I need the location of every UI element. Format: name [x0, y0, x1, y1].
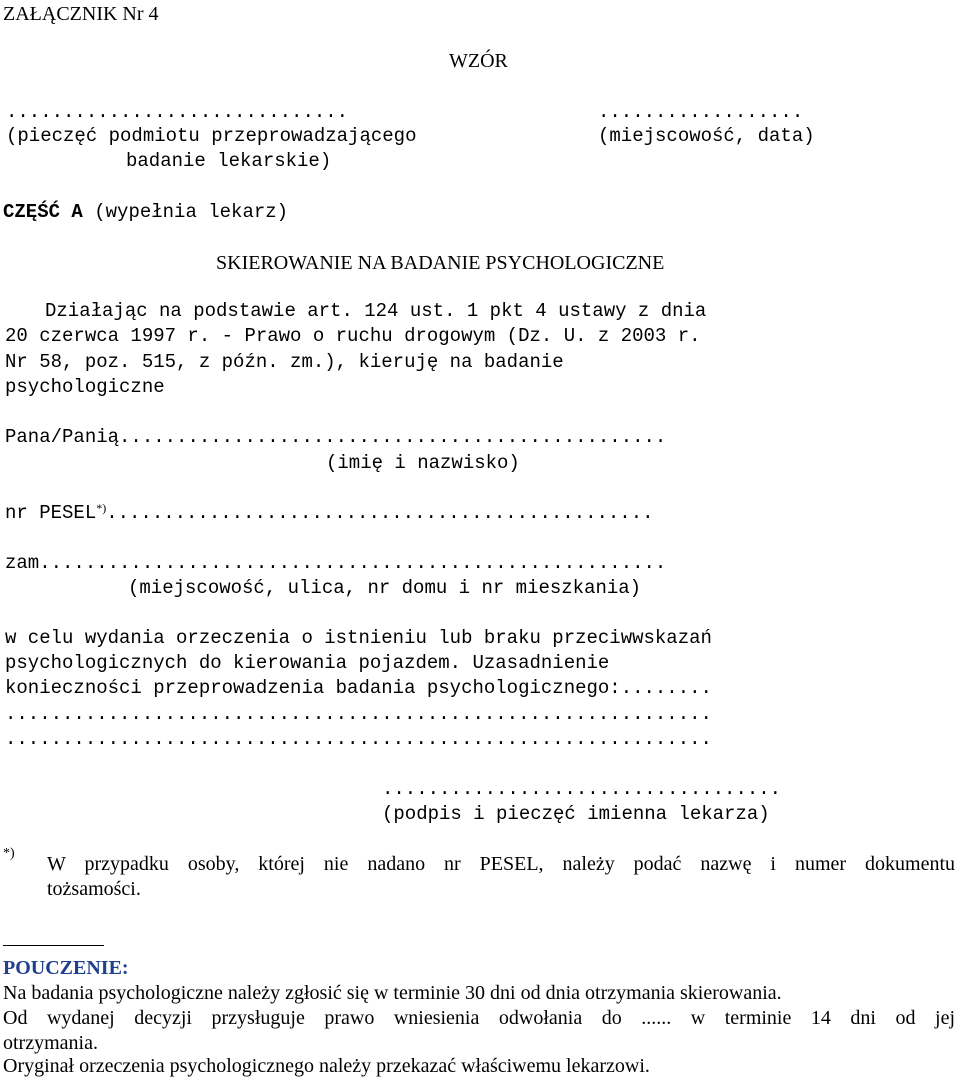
footnote-line-1: W przypadku osoby, której nie nadano nr PESEL, należy podać nazwę i numer dokumentu [47, 853, 955, 875]
document-heading: SKIEROWANIE NA BADANIE PSYCHOLOGICZNE [216, 252, 665, 274]
instruction-line-4: Oryginał orzeczenia psychologicznego należy przekazać właściwemu lekarzowi. [3, 1055, 650, 1077]
intro-line-2: 20 czerwca 1997 r. - Prawo o ruchu drogowym (Dz. U. z 2003 r. [5, 325, 701, 347]
address-field [5, 552, 666, 574]
part-a-note: (wypełnia lekarz) [94, 201, 289, 223]
intro-line-4: psychologiczne [5, 376, 165, 398]
stamp-caption-line1: (pieczęć podmiotu przeprowadzającego [6, 125, 417, 147]
purpose-line-2: psychologicznych do kierowania pojazdem. Uzasadnienie [5, 652, 610, 674]
footnote-divider [3, 945, 104, 946]
stamp-dots: .............................. [6, 101, 349, 123]
instruction-line-2: Od wydanej decyzji przysługuje prawo wniesienia odwołania do ...... w terminie 14 dni od jej [3, 1007, 955, 1029]
pesel-field [5, 502, 654, 524]
purpose-line-3: konieczności przeprowadzenia badania psychologicznego:........ [5, 677, 712, 699]
instruction-line-1: Na badania psychologiczne należy zgłosić się w terminie 30 dni od dnia otrzymania skierowania. [3, 982, 782, 1004]
footnote-line-2: tożsamości. [47, 878, 141, 900]
part-a [3, 201, 288, 223]
pesel-field-label: nr PESEL [5, 502, 97, 524]
address-field-label: zam. [5, 552, 51, 574]
intro-line-1: Działając na podstawie art. 124 ust. 1 pkt 4 ustawy z dnia [45, 300, 707, 322]
pesel-field-dots: ................................................ [106, 502, 654, 524]
address-field-caption: (miejscowość, ulica, nr domu i nr mieszkania) [128, 577, 642, 599]
purpose-line-1: w celu wydania orzeczenia o istnieniu lub braku przeciwwskazań [5, 627, 712, 649]
name-field [5, 426, 666, 448]
name-field-caption: (imię i nazwisko) [326, 452, 520, 474]
place-date-dots: .................. [598, 101, 804, 123]
instruction-title: POUCZENIE: [3, 957, 129, 979]
place-date-caption: (miejscowość, data) [598, 125, 815, 147]
justification-line-1: .............................................................. [5, 703, 712, 725]
stamp-caption-line2: badanie lekarskie) [126, 150, 332, 172]
annex-title: ZAŁĄCZNIK Nr 4 [3, 3, 159, 25]
pesel-footnote-marker: *) [96, 501, 107, 515]
signature-dots: ................................... [382, 778, 782, 800]
justification-line-2: .............................................................. [5, 728, 712, 750]
name-field-dots: ................................................ [119, 426, 667, 448]
intro-line-3: Nr 58, poz. 515, z późn. zm.), kieruję na badanie [5, 351, 564, 373]
name-field-label: Pana/Panią [5, 426, 120, 448]
instruction-line-3: otrzymania. [3, 1032, 98, 1054]
part-a-label: CZĘŚĆ A [3, 201, 83, 223]
template-label: WZÓR [449, 50, 508, 72]
signature-caption: (podpis i pieczęć imienna lekarza) [382, 803, 770, 825]
address-field-dots: ...................................................... [50, 552, 667, 574]
footnote-marker: *) [3, 846, 15, 861]
